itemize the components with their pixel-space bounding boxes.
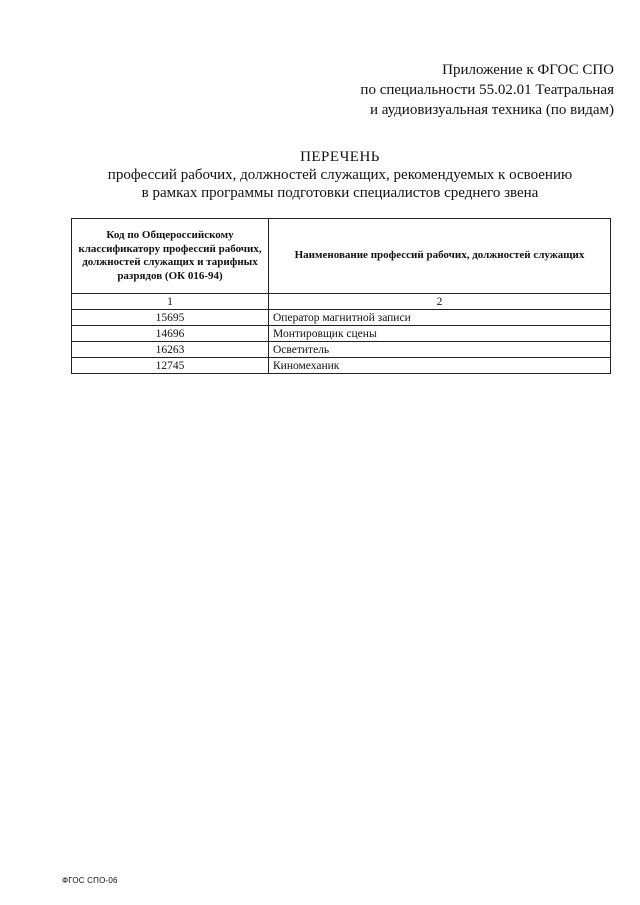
- table-row: [72, 326, 611, 342]
- header-name: Наименование профессий рабочих, должностей служащих: [269, 219, 611, 294]
- professions-table: [71, 218, 611, 374]
- appendix-line: Приложение к ФГОС СПО: [442, 62, 614, 78]
- page-footer: ФГОС СПО-06: [62, 876, 118, 885]
- table-row: [72, 342, 611, 358]
- column-number: 2: [269, 294, 611, 310]
- profession-name: Оператор магнитной записи: [269, 310, 611, 326]
- appendix-line: по специальности 55.02.01 Театральная: [360, 82, 614, 98]
- appendix-block: [294, 60, 614, 120]
- profession-code: 16263: [72, 342, 269, 358]
- profession-name: Осветитель: [269, 342, 611, 358]
- table-header-row: [72, 219, 611, 294]
- header-code: Код по Общероссийскому классификатору профессий рабочих, должностей служащих и тарифных разрядов (ОК 016-94): [72, 219, 269, 294]
- profession-code: 15695: [72, 310, 269, 326]
- profession-name: Киномеханик: [269, 358, 611, 374]
- document-subtitle: профессий рабочих, должностей служащих, рекомендуемых к освоению: [107, 167, 573, 183]
- column-number-row: [72, 294, 611, 310]
- appendix-line: и аудиовизуальная техника (по видам): [369, 102, 614, 118]
- table-row: [72, 358, 611, 374]
- document-heading: ПЕРЕЧЕНЬ: [300, 149, 380, 165]
- title-block: [90, 148, 590, 202]
- profession-code: 12745: [72, 358, 269, 374]
- table-row: [72, 310, 611, 326]
- column-number: 1: [72, 294, 269, 310]
- profession-name: Монтировщик сцены: [269, 326, 611, 342]
- profession-code: 14696: [72, 326, 269, 342]
- document-subtitle: в рамках программы подготовки специалистов среднего звена: [141, 185, 539, 201]
